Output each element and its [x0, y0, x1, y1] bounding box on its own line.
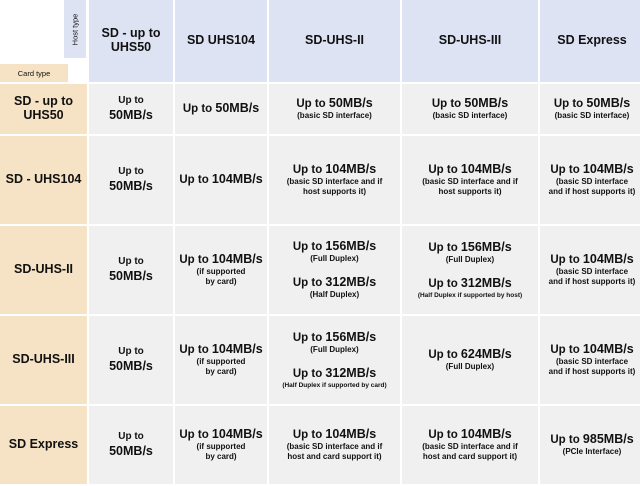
cell-prefix: Up to — [428, 429, 461, 442]
cell-note: (basic SD interface — [555, 267, 629, 277]
cell-note: (Half Duplex if supported by card) — [282, 381, 387, 389]
cell-prefix: Up to — [428, 242, 461, 255]
cell-value: 104MB/s — [460, 427, 512, 442]
cell-note: (if supported — [196, 267, 246, 277]
cell-prefix: Up to — [179, 174, 212, 187]
cell-prefix: Up to — [179, 429, 212, 442]
cell-note: (basic SD interface) — [297, 110, 372, 120]
col-header-label: SD-UHS-III — [438, 33, 502, 48]
cell-value-line — [293, 240, 376, 254]
cell-note: by card) — [205, 451, 237, 461]
table-cell — [269, 316, 400, 406]
cell-value-line — [550, 163, 633, 177]
cell-prefix: Up to — [550, 434, 583, 447]
cell-text: Up to — [118, 256, 144, 268]
cell-value-line — [550, 343, 633, 357]
cell-note: (basic SD interface and if — [422, 442, 518, 452]
cell-value-line — [183, 102, 259, 116]
table-cell — [89, 406, 173, 486]
cell-text: Up to — [118, 166, 144, 178]
cell-value-line — [293, 367, 376, 381]
host-type-label: Host type — [70, 13, 80, 45]
cell-note: host and card support it) — [287, 451, 382, 461]
cell-value: 104MB/s — [325, 427, 377, 442]
corner-cell — [0, 0, 87, 84]
cell-value: 104MB/s — [582, 252, 634, 267]
cell-note: (basic SD interface — [555, 357, 629, 367]
cell-note: by card) — [205, 276, 237, 286]
col-header-label: SD-UHS-II — [304, 33, 365, 48]
cell-note: (Full Duplex) — [310, 345, 359, 355]
row-header-sd-express — [0, 406, 87, 486]
cell-value-line — [554, 97, 630, 111]
table-cell — [89, 226, 173, 316]
cell-note: (PCIe Interface) — [562, 446, 622, 456]
cell-value-line — [293, 331, 376, 345]
cell-prefix: Up to — [292, 241, 326, 254]
cell-value-line — [179, 428, 262, 442]
col-header-label: SD Express — [557, 33, 627, 48]
cell-value-line — [296, 97, 372, 111]
cell-value: 104MB/s — [460, 162, 512, 177]
cell-prefix: Up to — [428, 277, 461, 290]
cell-note: (basic SD interface and if — [286, 442, 383, 452]
cell-value: 104MB/s — [211, 342, 263, 357]
cell-note: (Full Duplex) — [445, 255, 495, 265]
cell-value: 104MB/s — [582, 162, 634, 177]
cell-value-line — [179, 253, 262, 267]
cell-value-line — [179, 343, 262, 357]
row-header-label: SD Express — [8, 437, 79, 452]
cell-note: and if host supports it) — [548, 186, 636, 196]
cell-value: 156MB/s — [325, 239, 377, 254]
row-header-label: SD - up to UHS50 — [13, 94, 73, 122]
cell-note: (Full Duplex) — [310, 254, 359, 264]
cell-note: and if host supports it) — [548, 276, 636, 286]
col-header-label: SD UHS104 — [186, 33, 256, 48]
table-cell — [269, 84, 400, 136]
table-cell — [175, 136, 267, 226]
cell-prefix: Up to — [179, 344, 212, 357]
row-header-label: SD - UHS104 — [5, 172, 82, 187]
cell-note: (basic SD interface — [555, 177, 629, 187]
table-cell — [175, 316, 267, 406]
host-type-label-box — [64, 0, 86, 58]
cell-note: (Half Duplex if supported by host) — [417, 291, 523, 299]
table-cell — [540, 226, 640, 316]
cell-value-line — [179, 173, 262, 187]
table-cell — [402, 226, 538, 316]
cell-prefix: Up to — [292, 277, 326, 289]
col-header-sd-uhs-ii — [269, 0, 400, 84]
cell-note: and if host supports it) — [548, 366, 636, 376]
col-header-label: SD - up to UHS50 — [101, 26, 161, 54]
col-header-sd-uhs104 — [175, 0, 267, 84]
table-cell — [402, 406, 538, 486]
cell-value-line — [428, 241, 511, 255]
cell-value: 50MB/s — [464, 96, 509, 111]
cell-note: (Half Duplex) — [309, 289, 360, 299]
row-header-label: SD-UHS-II — [13, 262, 74, 277]
row-header-sd-uhs-iii — [0, 316, 87, 406]
cell-prefix: Up to — [428, 164, 461, 177]
table-cell — [402, 84, 538, 136]
cell-prefix: Up to — [296, 98, 329, 111]
cell-value-line — [428, 348, 511, 362]
cell-value: 50MB/s — [109, 269, 153, 284]
cell-value: 50MB/s — [215, 101, 260, 116]
cell-prefix: Up to — [431, 98, 465, 111]
cell-value: 104MB/s — [211, 427, 263, 442]
cell-note: (if supported — [196, 442, 246, 452]
row-header-sd-uhs104 — [0, 136, 87, 226]
cell-prefix: Up to — [182, 103, 216, 116]
table-cell — [402, 136, 538, 226]
table-cell — [175, 84, 267, 136]
cell-value-line — [428, 428, 511, 442]
col-header-sd-express — [540, 0, 640, 84]
cell-note: (basic SD interface) — [432, 110, 508, 120]
cell-value: 50MB/s — [586, 96, 631, 111]
cell-value: 50MB/s — [109, 444, 153, 459]
cell-prefix: Up to — [292, 429, 326, 442]
cell-value-line — [293, 163, 376, 177]
cell-text: Up to — [118, 95, 144, 107]
cell-note: (basic SD interface and if — [422, 177, 518, 187]
cell-text: Up to — [118, 431, 144, 443]
cell-value: 312MB/s — [325, 275, 377, 289]
cell-text: Up to — [118, 346, 144, 358]
table-cell — [269, 406, 400, 486]
cell-value-line — [293, 276, 376, 290]
table-cell — [89, 136, 173, 226]
cell-prefix: Up to — [292, 367, 326, 380]
row-header-sd-uhs-ii — [0, 226, 87, 316]
card-type-label: Card type — [0, 64, 68, 82]
table-cell — [540, 84, 640, 136]
table-cell — [175, 406, 267, 486]
table-cell — [402, 316, 538, 406]
cell-value: 50MB/s — [328, 96, 373, 111]
cell-prefix: Up to — [550, 164, 583, 177]
cell-value: 312MB/s — [325, 365, 377, 380]
cell-note: (Full Duplex) — [445, 361, 495, 371]
cell-note: (if supported — [196, 357, 246, 367]
cell-note: host supports it) — [302, 186, 367, 196]
cell-prefix: Up to — [553, 98, 587, 111]
cell-prefix: Up to — [292, 332, 326, 345]
cell-value: 104MB/s — [325, 162, 377, 177]
cell-value-line — [550, 253, 633, 267]
row-header-label: SD-UHS-III — [12, 352, 75, 367]
cell-value: 624MB/s — [460, 347, 512, 362]
cell-value: 312MB/s — [460, 275, 512, 290]
cell-value-line — [432, 97, 508, 111]
cell-value: 104MB/s — [211, 172, 263, 187]
cell-note: by card) — [205, 366, 237, 376]
cell-value: 50MB/s — [109, 179, 153, 194]
cell-value-line — [550, 433, 633, 447]
cell-value-line — [428, 277, 511, 291]
cell-value: 50MB/s — [109, 108, 153, 123]
col-header-sd-uhs50 — [89, 0, 173, 84]
cell-value: 156MB/s — [325, 330, 377, 345]
row-header-sd-uhs50 — [0, 84, 87, 136]
cell-note: host and card support it) — [422, 451, 518, 461]
table-cell — [540, 316, 640, 406]
cell-value-line — [428, 163, 511, 177]
table-cell — [89, 84, 173, 136]
cell-value: 50MB/s — [109, 359, 153, 374]
cell-prefix: Up to — [428, 349, 461, 362]
table-cell — [540, 136, 640, 226]
table-cell — [540, 406, 640, 486]
table-cell — [269, 226, 400, 316]
table-cell — [89, 316, 173, 406]
cell-prefix: Up to — [292, 164, 326, 177]
col-header-sd-uhs-iii — [402, 0, 538, 84]
cell-value: 104MB/s — [582, 342, 634, 357]
cell-value: 104MB/s — [211, 252, 263, 267]
cell-value-line — [293, 428, 376, 442]
cell-prefix: Up to — [179, 254, 212, 267]
cell-note: (basic SD interface) — [554, 110, 630, 120]
cell-note: (basic SD interface and if — [286, 177, 383, 187]
cell-value: 156MB/s — [460, 240, 512, 255]
cell-value: 985MB/s — [582, 432, 634, 447]
cell-prefix: Up to — [550, 254, 583, 267]
table-cell — [269, 136, 400, 226]
cell-prefix: Up to — [550, 344, 583, 357]
table-cell — [175, 226, 267, 316]
cell-note: host supports it) — [438, 186, 502, 196]
